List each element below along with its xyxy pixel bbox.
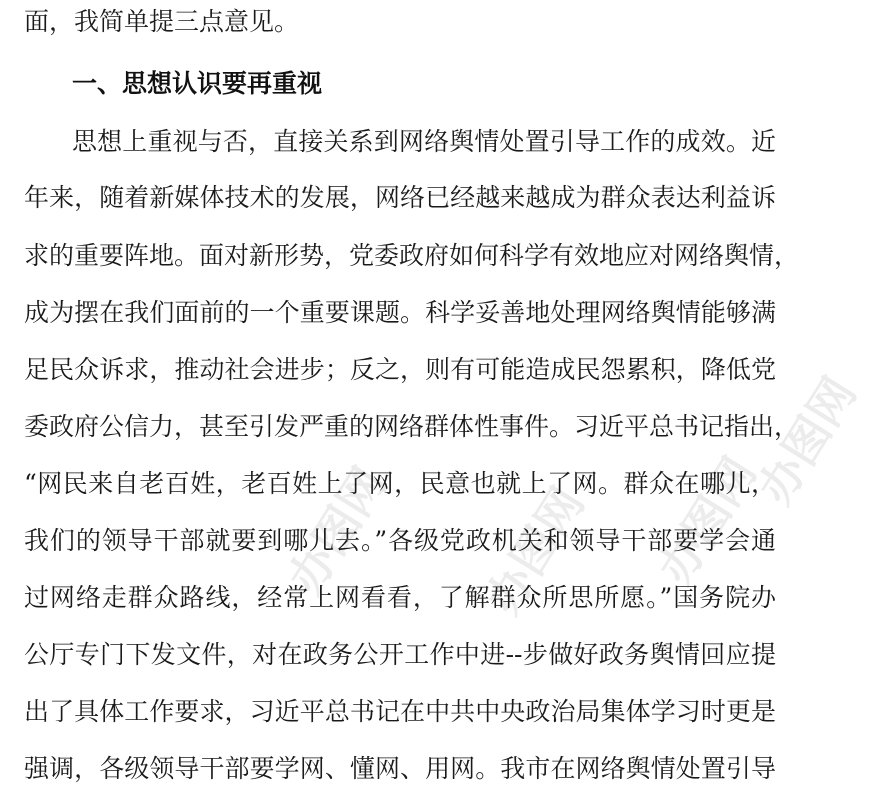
watermark-4: 办图网: [747, 367, 867, 514]
text-line-5: 求的重要阵地。面对新形势，党委政府如何科学有效地应对网络舆情，: [24, 241, 800, 270]
text-line-7: 足民众诉求，推动社会进步；反之，则有可能造成民怨累积，降低党: [24, 355, 776, 384]
text-line-14: 强调，各级领导干部要学网、懂网、用网。我市在网络舆情处置引导: [24, 754, 776, 783]
text-line-8: 委政府公信力，甚至引发严重的网络群体性事件。习近平总书记指出，: [24, 412, 800, 441]
section-heading: 一、思想认识要再重视: [72, 69, 323, 98]
watermark-2: 办图网: [475, 477, 595, 624]
text-line-9: “网民来自老百姓，老百姓上了网，民意也就上了网。群众在哪儿，: [24, 469, 776, 498]
text-line-4: 年来，随着新媒体技术的发展，网络已经越来越成为群众表达利益诉: [24, 183, 776, 212]
text-line-6: 成为摆在我们面前的一个重要课题。科学妥善地处理网络舆情能够满: [24, 298, 776, 327]
text-line-10: 我们的领导干部就要到哪儿去。”各级党政机关和领导干部要学会通: [24, 526, 776, 555]
text-line-1: 面，我简单提三点意见。: [24, 7, 300, 36]
text-line-3: 思想上重视与否，直接关系到网络舆情处置引导工作的成效。近: [72, 127, 776, 156]
text-line-12: 公厅专门下发文件，对在政务公开工作中进--步做好政务舆情回应提: [24, 640, 776, 669]
watermark-1: 办图网: [277, 457, 397, 604]
text-line-13: 出了具体工作要求，习近平总书记在中共中央政治局集体学习时更是: [24, 697, 776, 726]
watermark-3: 办图网: [647, 447, 767, 594]
text-line-11: 过网络走群众路线，经常上网看看，了解群众所思所愿。”国务院办: [24, 583, 776, 612]
